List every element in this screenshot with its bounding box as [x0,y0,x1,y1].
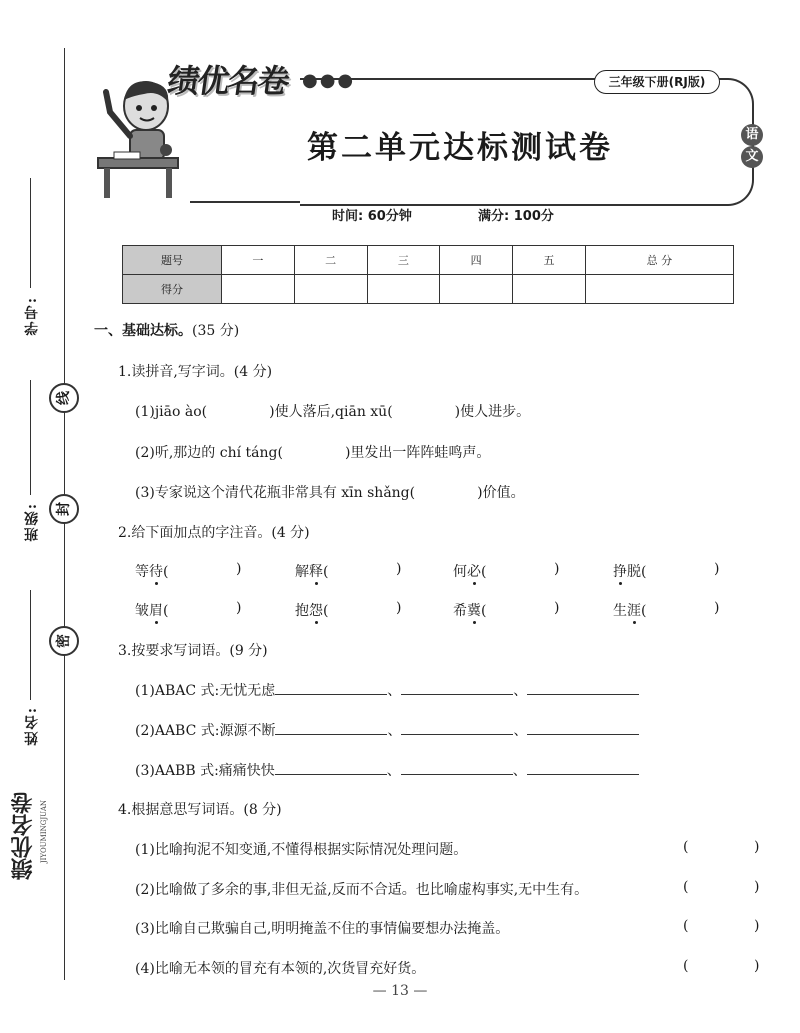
answer-blank[interactable] [275,760,387,775]
brand-logo: 绩优名卷 [165,62,291,100]
page-number: — 13 — [372,983,428,999]
answer-blank[interactable] [527,760,639,775]
answer-blank[interactable] [527,680,639,695]
logo-dots: ●●● [302,70,356,91]
answer-blank[interactable] [401,680,513,695]
score-cell[interactable] [222,275,295,304]
table-header-cell: 五 [513,246,586,275]
section-heading: 一、基础达标。(35 分) [94,323,240,339]
pinyin-item: 希冀( [453,603,487,619]
answer-blank-close: ) [754,839,760,855]
q4-item-1: (1)比喻拘泥不知变通,不懂得根据实际情况处理问题。 [135,842,468,858]
full-score: 满分: 100分 [478,209,554,224]
pinyin-item: 何必( [453,564,487,580]
answer-blank-close: ) [754,918,760,934]
student-no-blank[interactable] [30,178,31,288]
answer-blank[interactable]: ) [714,561,720,577]
question-2-title: 2.给下面加点的字注音。(4 分) [118,525,310,541]
name-label: 姓名: [24,706,40,746]
table-header-cell: 四 [440,246,513,275]
page-title: 第二单元达标测试卷 [307,130,613,166]
answer-blank-open[interactable]: ( [683,879,689,895]
q3-item-2: (2)AABC 式:源源不断 、 、 [135,720,639,740]
pinyin-item: 解释( [295,564,329,580]
q3-item-3: (3)AABB 式:痛痛快快 、 、 [135,760,639,780]
answer-blank-close: ) [754,879,760,895]
q1-item-3: (3)专家说这个清代花瓶非常具有 xīn shǎng( )价值。 [135,485,525,501]
table-header-cell: 三 [367,246,440,275]
class-blank[interactable] [30,380,31,495]
student-no-label: 学号: [24,296,40,336]
class-label: 班级: [24,502,40,542]
score-cell[interactable] [294,275,367,304]
answer-blank[interactable]: ) [714,600,720,616]
q4-item-2: (2)比喻做了多余的事,非但无益,反而不合适。也比喻虚构事实,无中生有。 [135,882,589,898]
answer-blank[interactable]: ) [396,600,402,616]
answer-blank[interactable]: ) [554,600,560,616]
pinyin-item: 挣脱( [613,564,647,580]
table-header-cell: 一 [222,246,295,275]
grade-badge: 三年级下册(RJ版) [594,70,720,94]
subject-tag-1: 语 [741,124,763,146]
binding-circle-secret: 密 [49,626,79,656]
score-table [122,245,734,304]
answer-blank[interactable] [401,720,513,735]
question-1-title: 1.读拼音,写字词。(4 分) [118,364,273,380]
q1-item-1: (1)jiāo ào( )使人落后,qiān xū( )使人进步。 [135,404,531,420]
table-header-cell: 二 [294,246,367,275]
q1-item-2: (2)听,那边的 chí táng( )里发出一阵阵蛙鸣声。 [135,445,491,461]
question-3-title: 3.按要求写词语。(9 分) [118,643,268,659]
side-logo-sub: JIYOUMINGJUAN [40,800,48,864]
score-cell[interactable] [585,275,733,304]
answer-blank[interactable] [275,680,387,695]
pinyin-item: 生涯( [613,603,647,619]
pinyin-item: 皱眉( [135,603,169,619]
q4-item-3: (3)比喻自己欺骗自己,明明掩盖不住的事情偏要想办法掩盖。 [135,921,510,937]
score-cell[interactable] [513,275,586,304]
subject-tag-2: 文 [741,146,763,168]
answer-blank[interactable]: ) [236,561,242,577]
answer-blank[interactable]: ) [236,600,242,616]
answer-blank[interactable] [527,720,639,735]
question-4-title: 4.根据意思写词语。(8 分) [118,802,282,818]
score-cell[interactable] [440,275,513,304]
time-limit: 时间: 60分钟 [332,209,412,224]
answer-blank[interactable] [275,720,387,735]
table-row [123,246,734,275]
answer-blank-open[interactable]: ( [683,918,689,934]
table-row-label: 题号 [123,246,222,275]
table-row [123,275,734,304]
side-logo: 绩优名卷 [11,792,36,880]
answer-blank[interactable]: ) [554,561,560,577]
q4-item-4: (4)比喻无本领的冒充有本领的,次货冒充好货。 [135,961,426,977]
score-cell[interactable] [367,275,440,304]
header-frame-bottom [190,201,300,203]
answer-blank[interactable] [401,760,513,775]
binding-circle-seal: 封 [49,494,79,524]
binding-circle-line: 线 [49,383,79,413]
answer-blank-open[interactable]: ( [683,839,689,855]
answer-blank[interactable]: ) [396,561,402,577]
name-blank[interactable] [30,590,31,700]
table-row-label: 得分 [123,275,222,304]
answer-blank-open[interactable]: ( [683,958,689,974]
answer-blank-close: ) [754,958,760,974]
pinyin-item: 等待( [135,564,169,580]
pinyin-item: 抱怨( [295,603,329,619]
table-header-cell: 总 分 [585,246,733,275]
q3-item-1: (1)ABAC 式:无忧无虑 、 、 [135,680,639,700]
